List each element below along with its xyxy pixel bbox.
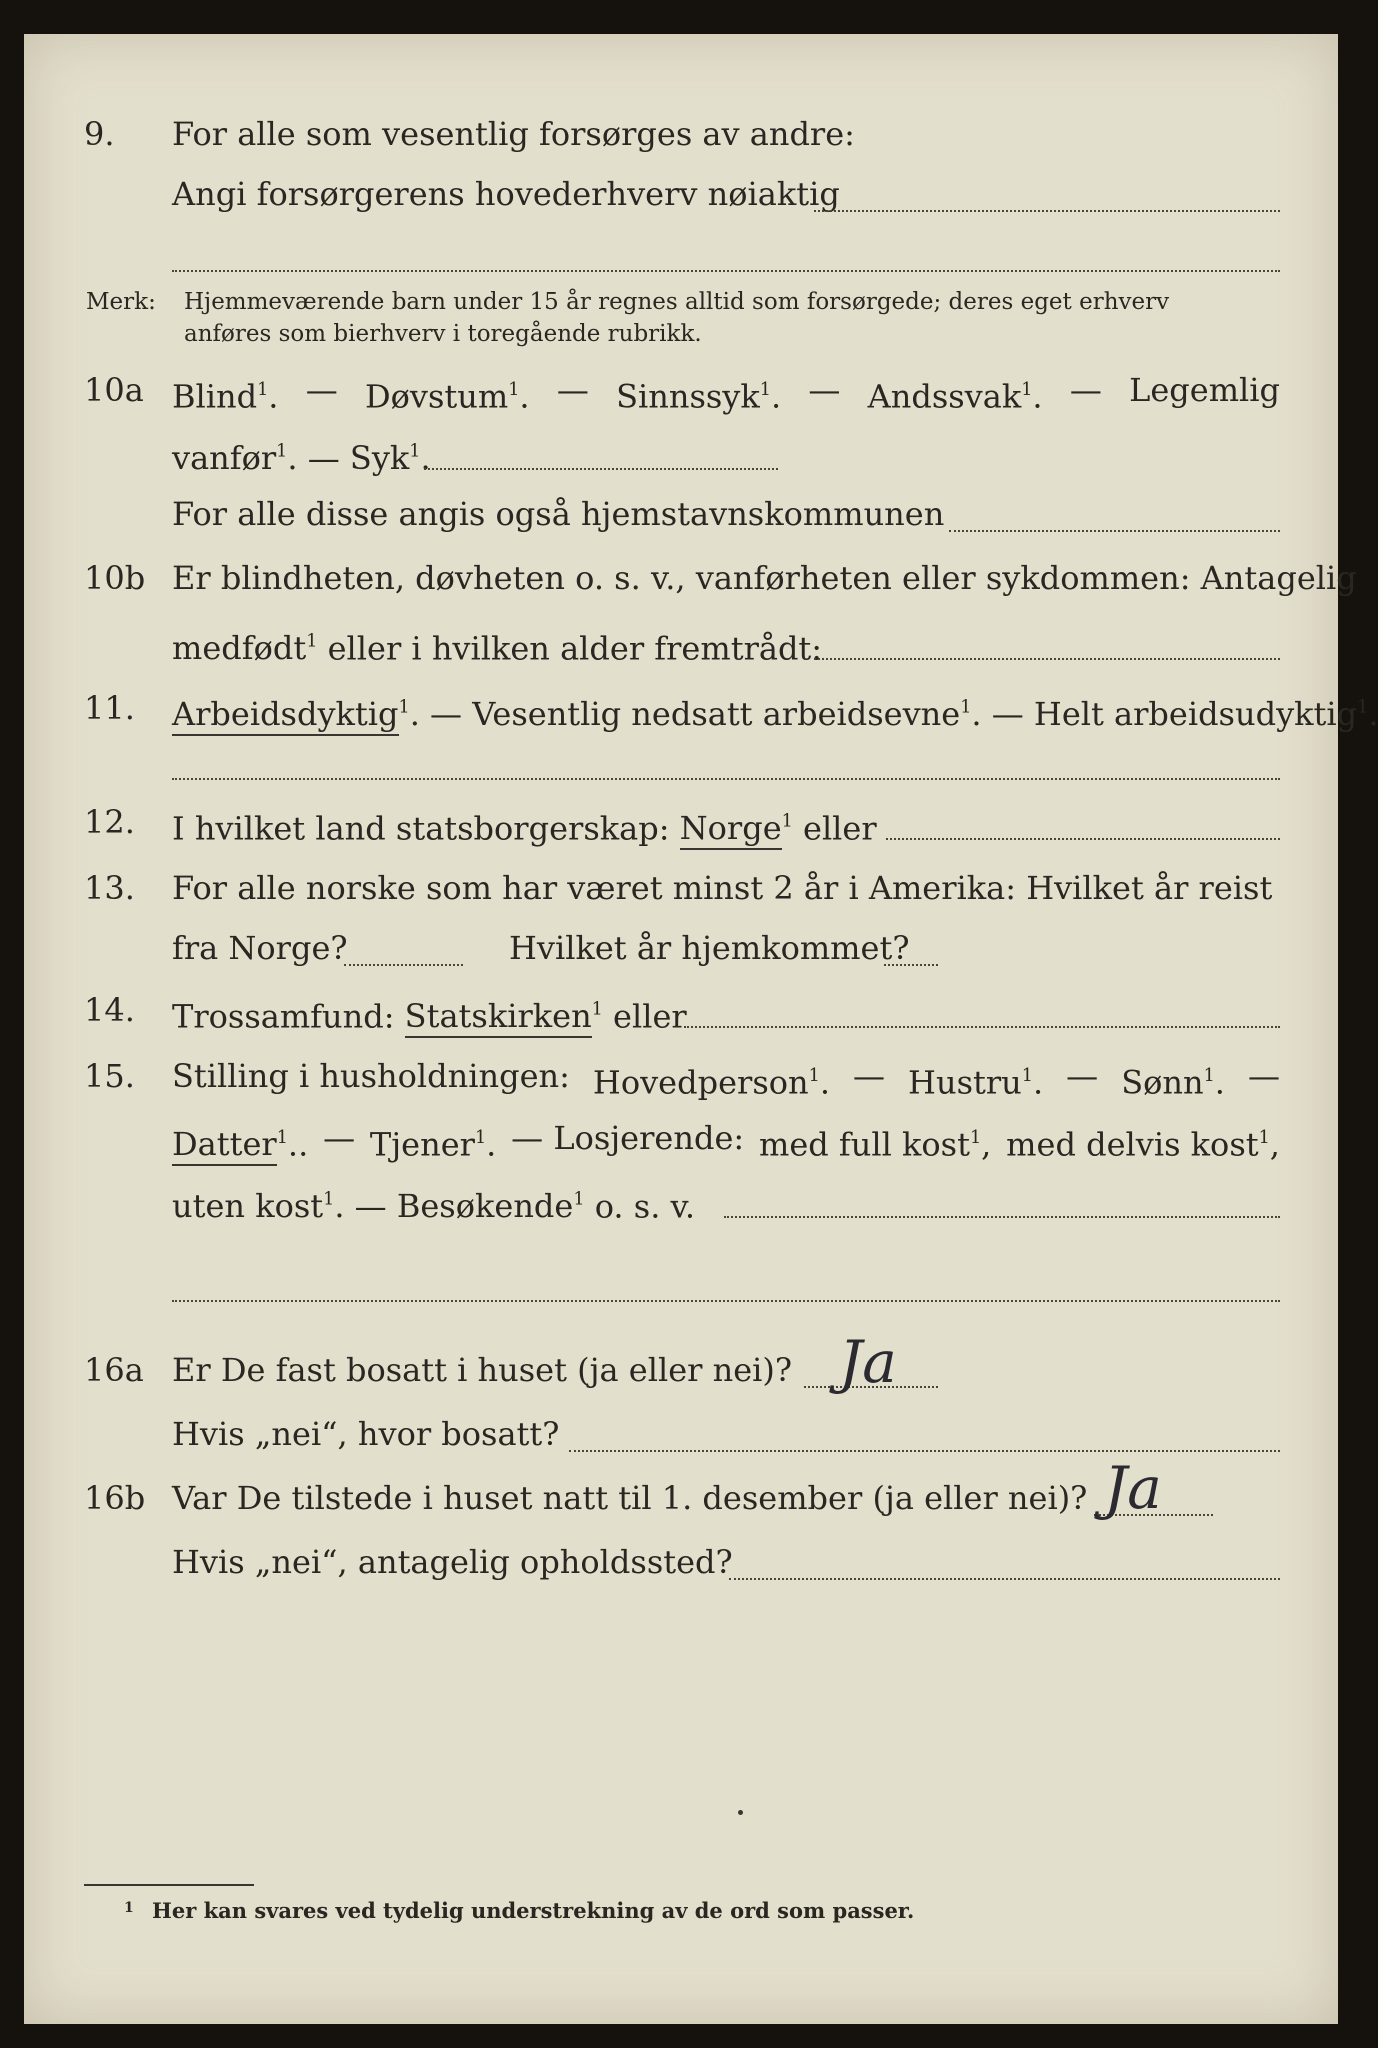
option-dovstum[interactable]: Døvstum$^1$.	[364, 377, 530, 416]
q13-reist-line[interactable]	[344, 964, 463, 966]
q16a-bosatt-line[interactable]	[569, 1450, 1280, 1452]
option-hustru[interactable]: Hustru$^1$.	[908, 1063, 1044, 1102]
option-norge[interactable]: Norge$^1$	[680, 809, 793, 847]
dash: —	[1066, 1057, 1099, 1095]
dash: —	[556, 371, 589, 409]
option-sinnssyk[interactable]: Sinnssyk$^1$.	[616, 377, 782, 416]
option-andssvak[interactable]: Andssvak$^1$.	[867, 377, 1043, 416]
q10b-number: 10b	[84, 559, 146, 597]
option-besokende[interactable]: Besøkende$^1$	[396, 1187, 585, 1226]
q16b-line1: Var De tilstede i huset natt til 1. desember (ja eller nei)?	[172, 1479, 1088, 1517]
q12-answer-line[interactable]	[886, 838, 1280, 840]
q14-eller: eller	[613, 997, 687, 1036]
option-vesentlig-nedsatt[interactable]: — Vesentlig nedsatt arbeidsevne$^1$.	[430, 695, 982, 734]
dash: —	[1069, 371, 1102, 409]
footnote-marker: 1	[124, 1900, 134, 1916]
q9-number: 9.	[84, 115, 115, 153]
q9-answer-line[interactable]	[814, 210, 1280, 212]
q12-eller: eller	[803, 809, 877, 848]
q10a-options	[172, 370, 1280, 416]
option-blind[interactable]: Blind$^1$.	[172, 377, 279, 416]
q10b-line2: eller i hvilken alder fremtrådt:	[327, 629, 823, 668]
option-medfodt[interactable]: medfødt$^1$	[172, 629, 318, 668]
q15-label: Stilling i husholdningen:	[172, 1057, 570, 1095]
q15-answer-line[interactable]	[724, 1216, 1280, 1218]
q15-answer-line-2[interactable]	[172, 1300, 1280, 1302]
option-datter[interactable]: Datter$^1$..	[172, 1118, 308, 1164]
q15-number: 15.	[84, 1057, 135, 1095]
dash: —	[305, 371, 338, 409]
q11-answer-line[interactable]	[172, 778, 1280, 780]
option-sonn[interactable]: Sønn$^1$.	[1121, 1063, 1225, 1102]
option-syk[interactable]: Syk$^1$.	[349, 439, 431, 478]
q16a-line2: Hvis „nei“, hvor bosatt?	[172, 1415, 560, 1453]
option-arbeidsdyktig[interactable]: Arbeidsdyktig$^1$.	[172, 695, 420, 733]
option-tjener[interactable]: Tjener$^1$.	[369, 1125, 497, 1164]
dash: —	[1248, 1057, 1280, 1095]
ink-dot	[738, 1810, 743, 1815]
merk-line2: anføres som bierhverv i toregående rubrikk.	[184, 321, 702, 347]
option-med-full-kost[interactable]: med full kost$^1$,	[758, 1125, 992, 1164]
census-form-page	[24, 34, 1378, 2024]
q10b-answer-line[interactable]	[814, 658, 1280, 660]
q14-answer-line[interactable]	[684, 1026, 1280, 1028]
option-hovedperson[interactable]: Hovedperson$^1$.	[592, 1063, 830, 1102]
q10a-line3: For alle disse angis også hjemstavnskommunen	[172, 495, 945, 533]
footnote-text: Her kan svares ved tydelig understrekning av de ord som passer.	[152, 1898, 915, 1923]
merk-line1: Hjemmeværende barn under 15 år regnes alltid som forsørgede; deres eget erhverv	[184, 289, 1170, 315]
q16a-line1: Er De fast bosatt i huset (ja eller nei)?	[172, 1351, 793, 1389]
dash: —	[307, 439, 340, 478]
q15-losjerende: — Losjerende:	[511, 1119, 745, 1157]
merk-label: Merk:	[86, 289, 156, 315]
q16b-line2: Hvis „nei“, antagelig opholdssted?	[172, 1543, 733, 1581]
q12-text: I hvilket land statsborgerskap:	[172, 809, 670, 848]
q13-hjemkommet: Hvilket år hjemkommet?	[509, 929, 910, 967]
q16a-handwritten-answer: Ja	[839, 1328, 897, 1396]
q10a-syk-line[interactable]	[424, 468, 778, 470]
dash: —	[808, 371, 841, 409]
q9-line2: Angi forsørgerens hovederhverv nøiaktig	[172, 175, 840, 213]
q16a-number: 16a	[84, 1351, 144, 1389]
q9-line1: For alle som vesentlig forsørges av andre:	[172, 115, 855, 153]
q13-hjemkommet-line[interactable]	[884, 964, 938, 966]
dash: —	[354, 1187, 387, 1226]
q13-line1: For alle norske som har været minst 2 år i Amerika: Hvilket år reist	[172, 869, 1273, 907]
option-helt-arbeidsudyktig[interactable]: — Helt arbeidsudyktig$^1$.	[991, 695, 1378, 734]
q10a-number: 10a	[84, 371, 144, 409]
footnote-rule	[84, 1884, 254, 1886]
q11-number: 11.	[84, 689, 135, 727]
q9-answer-line-2[interactable]	[172, 270, 1280, 272]
q16b-number: 16b	[84, 1479, 146, 1517]
option-legemlig[interactable]: Legemlig	[1129, 371, 1280, 409]
option-statskirken[interactable]: Statskirken$^1$	[405, 997, 603, 1035]
q16b-opholdssted-line[interactable]	[729, 1578, 1280, 1580]
q14-number: 14.	[84, 991, 135, 1029]
q13-number: 13.	[84, 869, 135, 907]
q13-fra-norge: fra Norge?	[172, 929, 348, 967]
q14-text: Trossamfund:	[172, 997, 395, 1036]
dash: —	[853, 1057, 886, 1095]
option-uten-kost[interactable]: uten kost$^1$.	[172, 1187, 345, 1226]
q16b-handwritten-answer: Ja	[1104, 1454, 1162, 1522]
q10a-hjemstavn-line[interactable]	[949, 530, 1280, 532]
option-med-delvis-kost[interactable]: med delvis kost$^1$,	[1006, 1125, 1280, 1164]
q12-number: 12.	[84, 803, 135, 841]
q10b-line1: Er blindheten, døvheten o. s. v., vanførheten eller sykdommen: Antagelig	[172, 559, 1357, 597]
q15-osv: o. s. v.	[594, 1187, 695, 1226]
dash: —	[323, 1119, 356, 1157]
option-vanfor[interactable]: vanfør$^1$.	[172, 439, 298, 478]
